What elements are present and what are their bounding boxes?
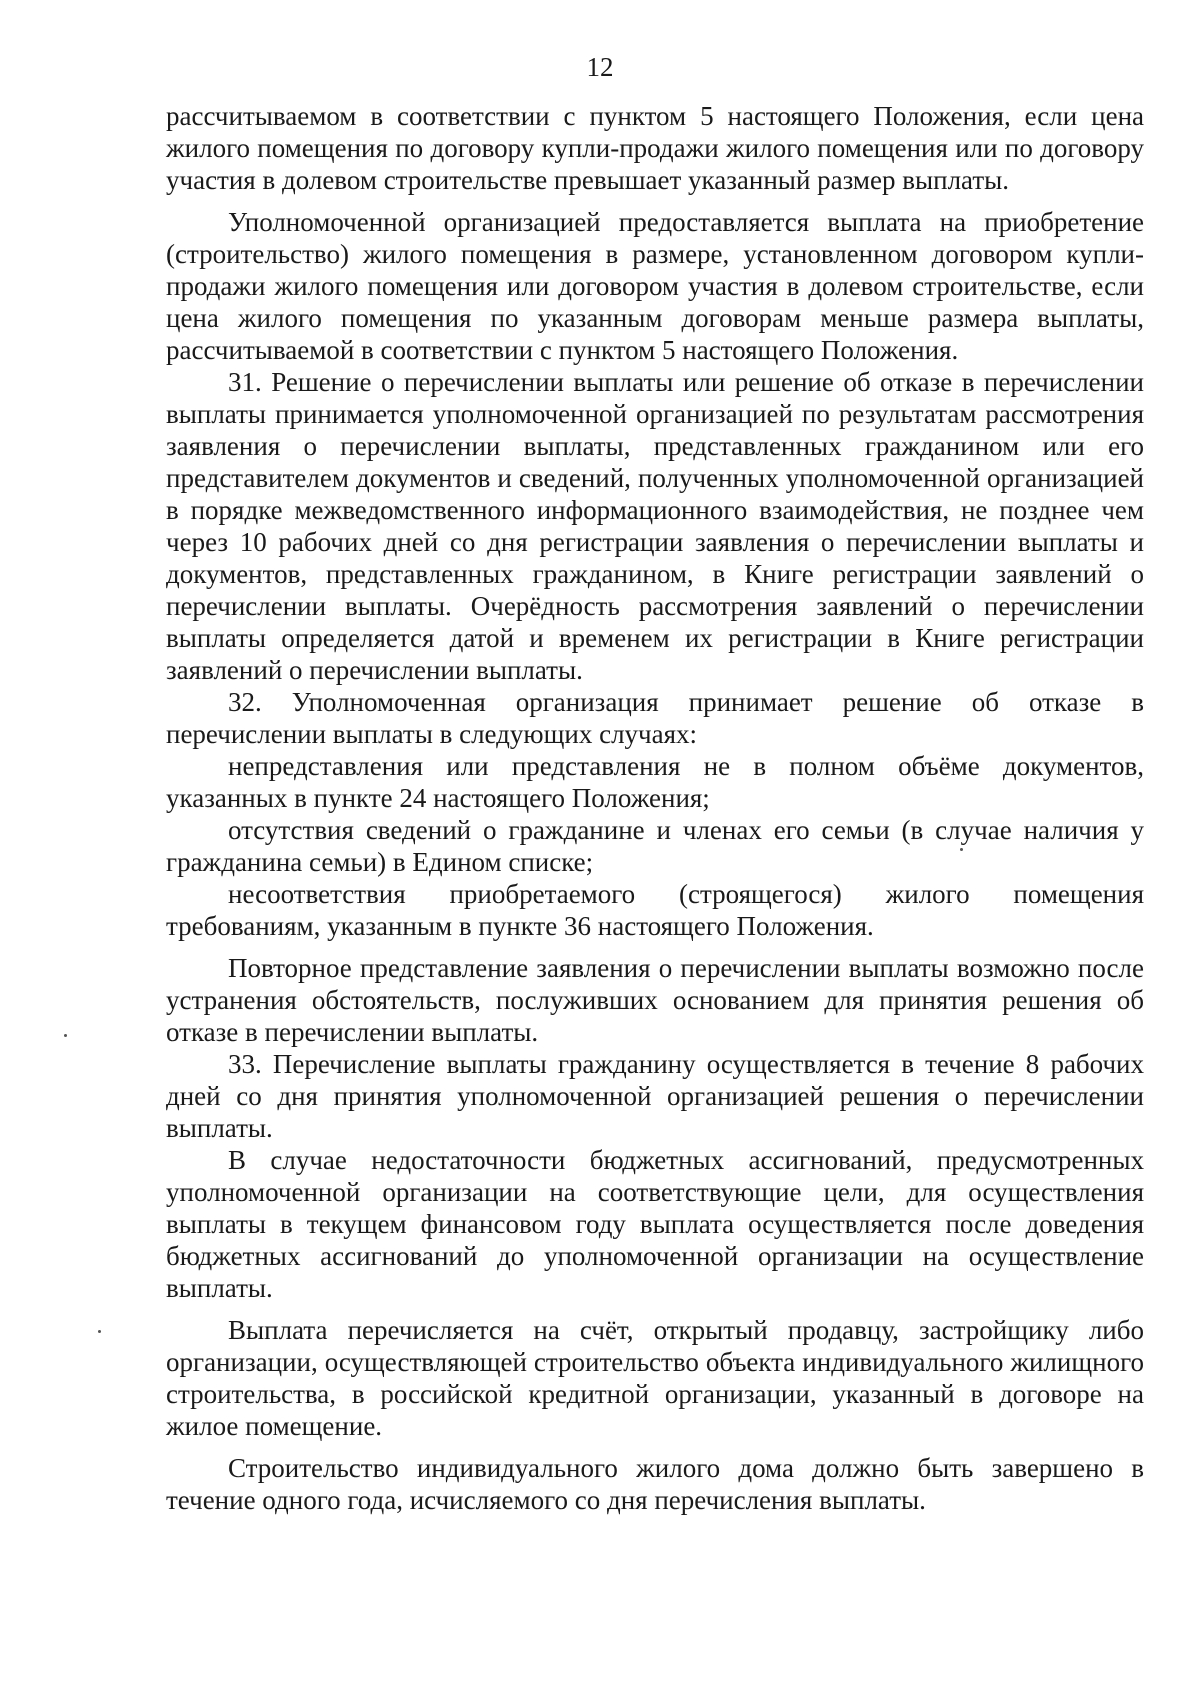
paragraph-case-requirements: несоответствия приобретаемого (строящегося) жилого помещения требованиям, указанным в пункте 36 настоящего Положения.: [166, 879, 1144, 941]
paragraph-insufficient-funds: В случае недостаточности бюджетных ассигнований, предусмотренных уполномоченной организации на соответствующие цели, для осуществления выплаты в текущем финансовом году выплата осуществляется после доведения бюджетных ассигнований до уполномоченной организации на осуществление выплаты.: [166, 1145, 1144, 1303]
paragraph-continuation: рассчитываемом в соответствии с пунктом 5 настоящего Положения, если цена жилого помещения по договору купли-продажи жилого помещения или по договору участия в долевом строительстве превышает указанный размер выплаты.: [166, 101, 1144, 195]
paragraph-transfer-account: Выплата перечисляется на счёт, открытый продавцу, застройщику либо организации, осуществляющей строительство объекта индивидуального жилищного строительства, в российской кредитной организации, указанный в договоре на жилое помещение.: [166, 1315, 1144, 1441]
scan-speck: [64, 1034, 67, 1037]
paragraph-clause-31: 31. Решение о перечислении выплаты или решение об отказе в перечислении выплаты принимается уполномоченной организацией по результатам рассмотрения заявления о перечислении выплаты, представленных гражданином или его представителем документов и сведений, полученных уполномоченной организацией в порядке межведомственного информационного взаимодействия, не позднее чем через 10 рабочих дней со дня регистрации заявления о перечислении выплаты и документов, представленных гражданином, в Книге регистрации заявлений о перечислении выплаты. Очерёдность рассмотрения заявлений о перечислении выплаты определяется датой и временем их регистрации в Книге регистрации заявлений о перечислении выплаты.: [166, 367, 1144, 685]
document-text: [166, 100, 1144, 1516]
paragraph-case-documents: непредставления или представления не в полном объёме документов, указанных в пункте 24 настоящего Положения;: [166, 751, 1144, 813]
paragraph-resubmission: Повторное представление заявления о перечислении выплаты возможно после устранения обстоятельств, послуживших основанием для принятия решения об отказе в перечислении выплаты.: [166, 953, 1144, 1047]
paragraph-case-list: отсутствия сведений о гражданине и членах его семьи (в случае наличия у гражданина семьи) в Едином списке;: [166, 815, 1144, 877]
paragraph-clause-32: 32. Уполномоченная организация принимает решение об отказе в перечислении выплаты в следующих случаях:: [166, 687, 1144, 749]
paragraph-construction-deadline: Строительство индивидуального жилого дома должно быть завершено в течение одного года, исчисляемого со дня перечисления выплаты.: [166, 1453, 1144, 1515]
paragraph-clause-33: 33. Перечисление выплаты гражданину осуществляется в течение 8 рабочих дней со дня принятия уполномоченной организацией решения о перечислении выплаты.: [166, 1049, 1144, 1143]
scan-speck: [960, 848, 963, 851]
paragraph-payment-size: Уполномоченной организацией предоставляется выплата на приобретение (строительство) жилого помещения в размере, установленном договором купли-продажи жилого помещения или договором участия в долевом строительстве, если цена жилого помещения по указанным договорам меньше размера выплаты, рассчитываемой в соответствии с пунктом 5 настоящего Положения.: [166, 207, 1144, 365]
page-number: 12: [586, 52, 614, 82]
scan-speck: [98, 1330, 101, 1333]
